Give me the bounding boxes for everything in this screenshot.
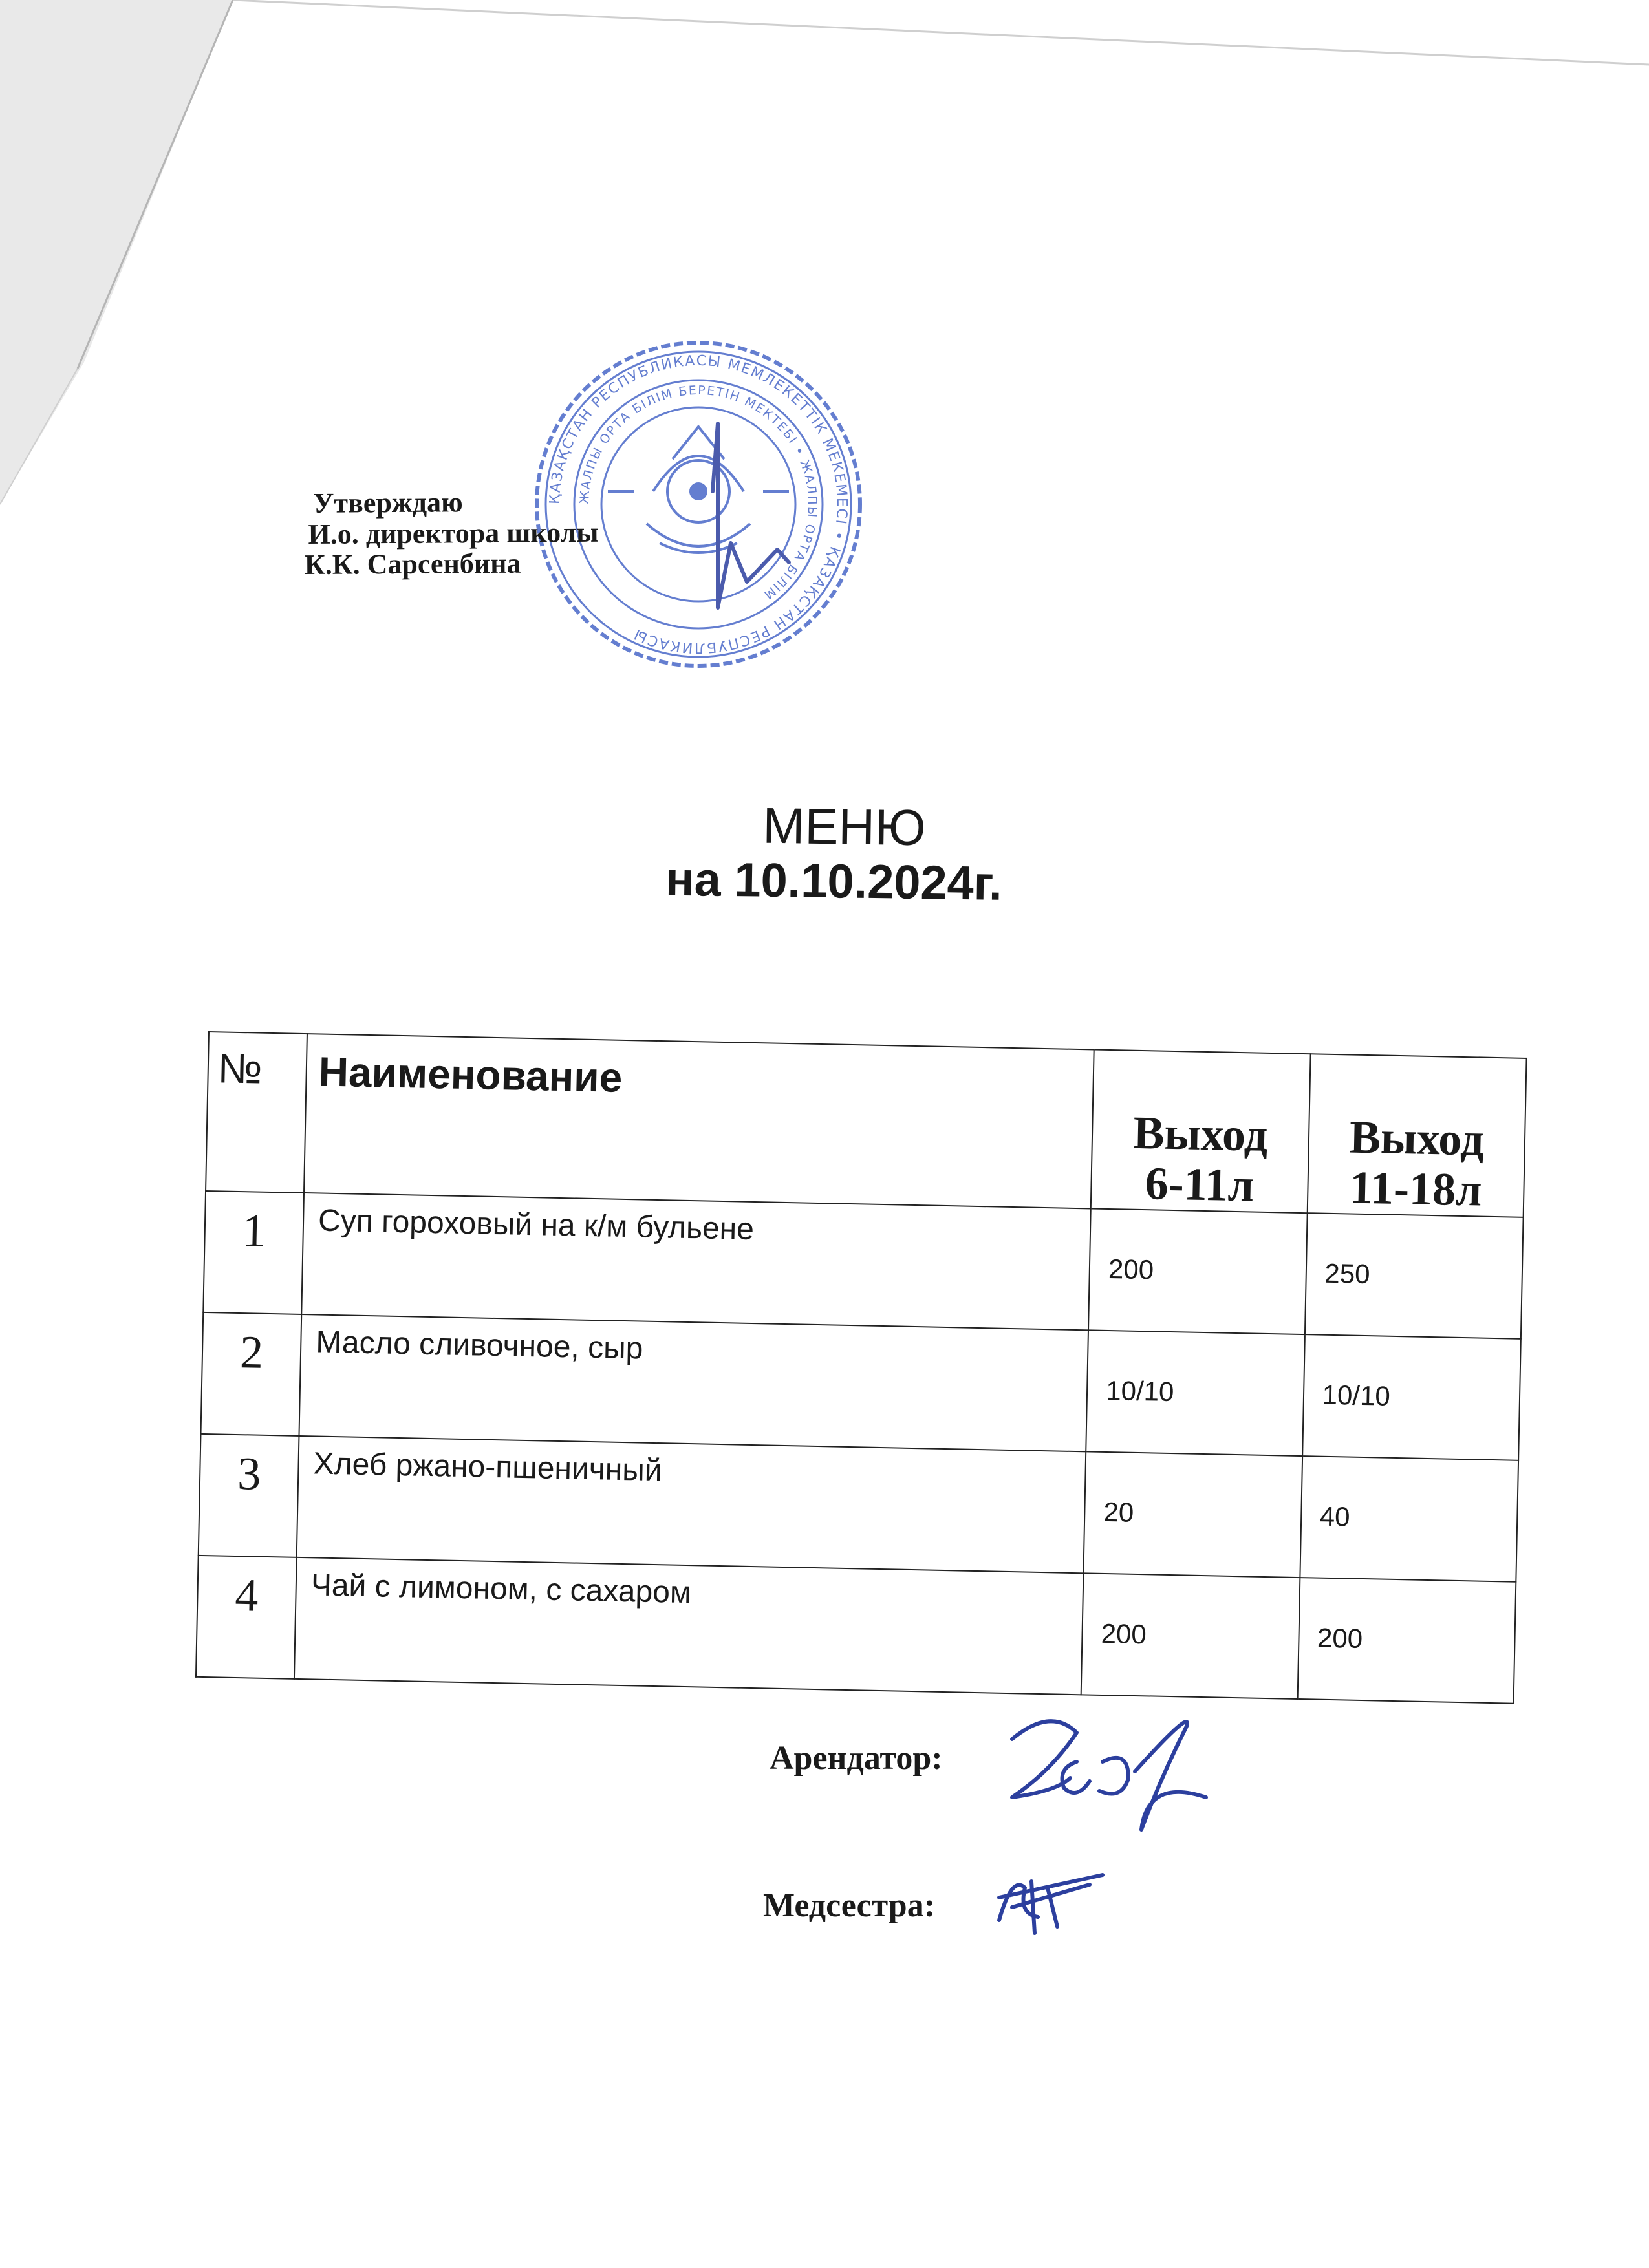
- menu-table: [195, 1031, 1527, 1704]
- output-11-18: 40: [1300, 1456, 1518, 1582]
- document-title: [0, 787, 1649, 920]
- dish-name: Масло сливочное, сыр: [299, 1314, 1089, 1451]
- header-number: №: [206, 1032, 307, 1193]
- row-number: 1: [203, 1190, 304, 1314]
- approval-block: [304, 486, 599, 581]
- table-row: [196, 1555, 1516, 1703]
- dish-name: Чай с лимоном, с сахаром: [294, 1557, 1084, 1694]
- header-output-6-11: [1091, 1049, 1310, 1212]
- header-output-6-11-line2: 6-11л: [1144, 1157, 1255, 1212]
- header-output-11-18-line2: 11-18л: [1349, 1161, 1483, 1216]
- output-11-18: 250: [1304, 1213, 1523, 1339]
- output-6-11: 200: [1081, 1573, 1300, 1699]
- svg-text:ҚАЗАҚСТАН РЕСПУБЛИКАСЫ МЕМЛЕКЕ: ҚАЗАҚСТАН РЕСПУБЛИКАСЫ МЕМЛЕКЕТТІК МЕКЕМЕСІ • ҚАЗАҚСТАН РЕСПУБЛИКАСЫ: [546, 352, 850, 656]
- tenant-label: Арендатор:: [770, 1740, 943, 1777]
- output-11-18: 10/10: [1302, 1334, 1521, 1460]
- row-number: 2: [201, 1312, 302, 1435]
- header-output-11-18: [1307, 1054, 1526, 1217]
- output-6-11: 20: [1084, 1451, 1302, 1578]
- menu-date: на 10.10.2024г.: [665, 851, 1003, 911]
- tenant-signature-line: [770, 1739, 943, 1777]
- tenant-signature: [999, 1700, 1219, 1843]
- nurse-signature-line: [763, 1887, 935, 1925]
- approval-line-name: К.К. Сарсенбина: [304, 547, 521, 581]
- approval-line-approve: Утверждаю: [312, 486, 463, 519]
- header-output-11-18-line1: Выход: [1349, 1111, 1485, 1166]
- approval-line-position: И.о. директора школы: [308, 516, 599, 550]
- header-output-6-11-line1: Выход: [1132, 1106, 1269, 1161]
- nurse-signature: [986, 1862, 1116, 1940]
- svg-text:ЖАЛПЫ ОРТА БІЛІМ БЕРЕТІН МЕКТЕ: ЖАЛПЫ ОРТА БІЛІМ БЕРЕТІН МЕКТЕБІ • ЖАЛПЫ ОРТА БІЛІМ: [577, 383, 820, 603]
- nurse-label: Медсестра:: [763, 1887, 936, 1924]
- header-name: Наименование: [304, 1034, 1094, 1208]
- row-number: 4: [196, 1555, 297, 1678]
- output-11-18: 200: [1297, 1578, 1516, 1704]
- row-number: 3: [199, 1433, 299, 1557]
- output-6-11: 10/10: [1086, 1330, 1304, 1456]
- dish-name: Суп гороховый на к/м бульене: [301, 1193, 1091, 1330]
- table-header-row: [206, 1032, 1527, 1217]
- menu-heading: МЕНЮ: [762, 797, 927, 857]
- dish-name: Хлеб ржано-пшеничный: [297, 1435, 1086, 1572]
- output-6-11: 200: [1088, 1208, 1307, 1334]
